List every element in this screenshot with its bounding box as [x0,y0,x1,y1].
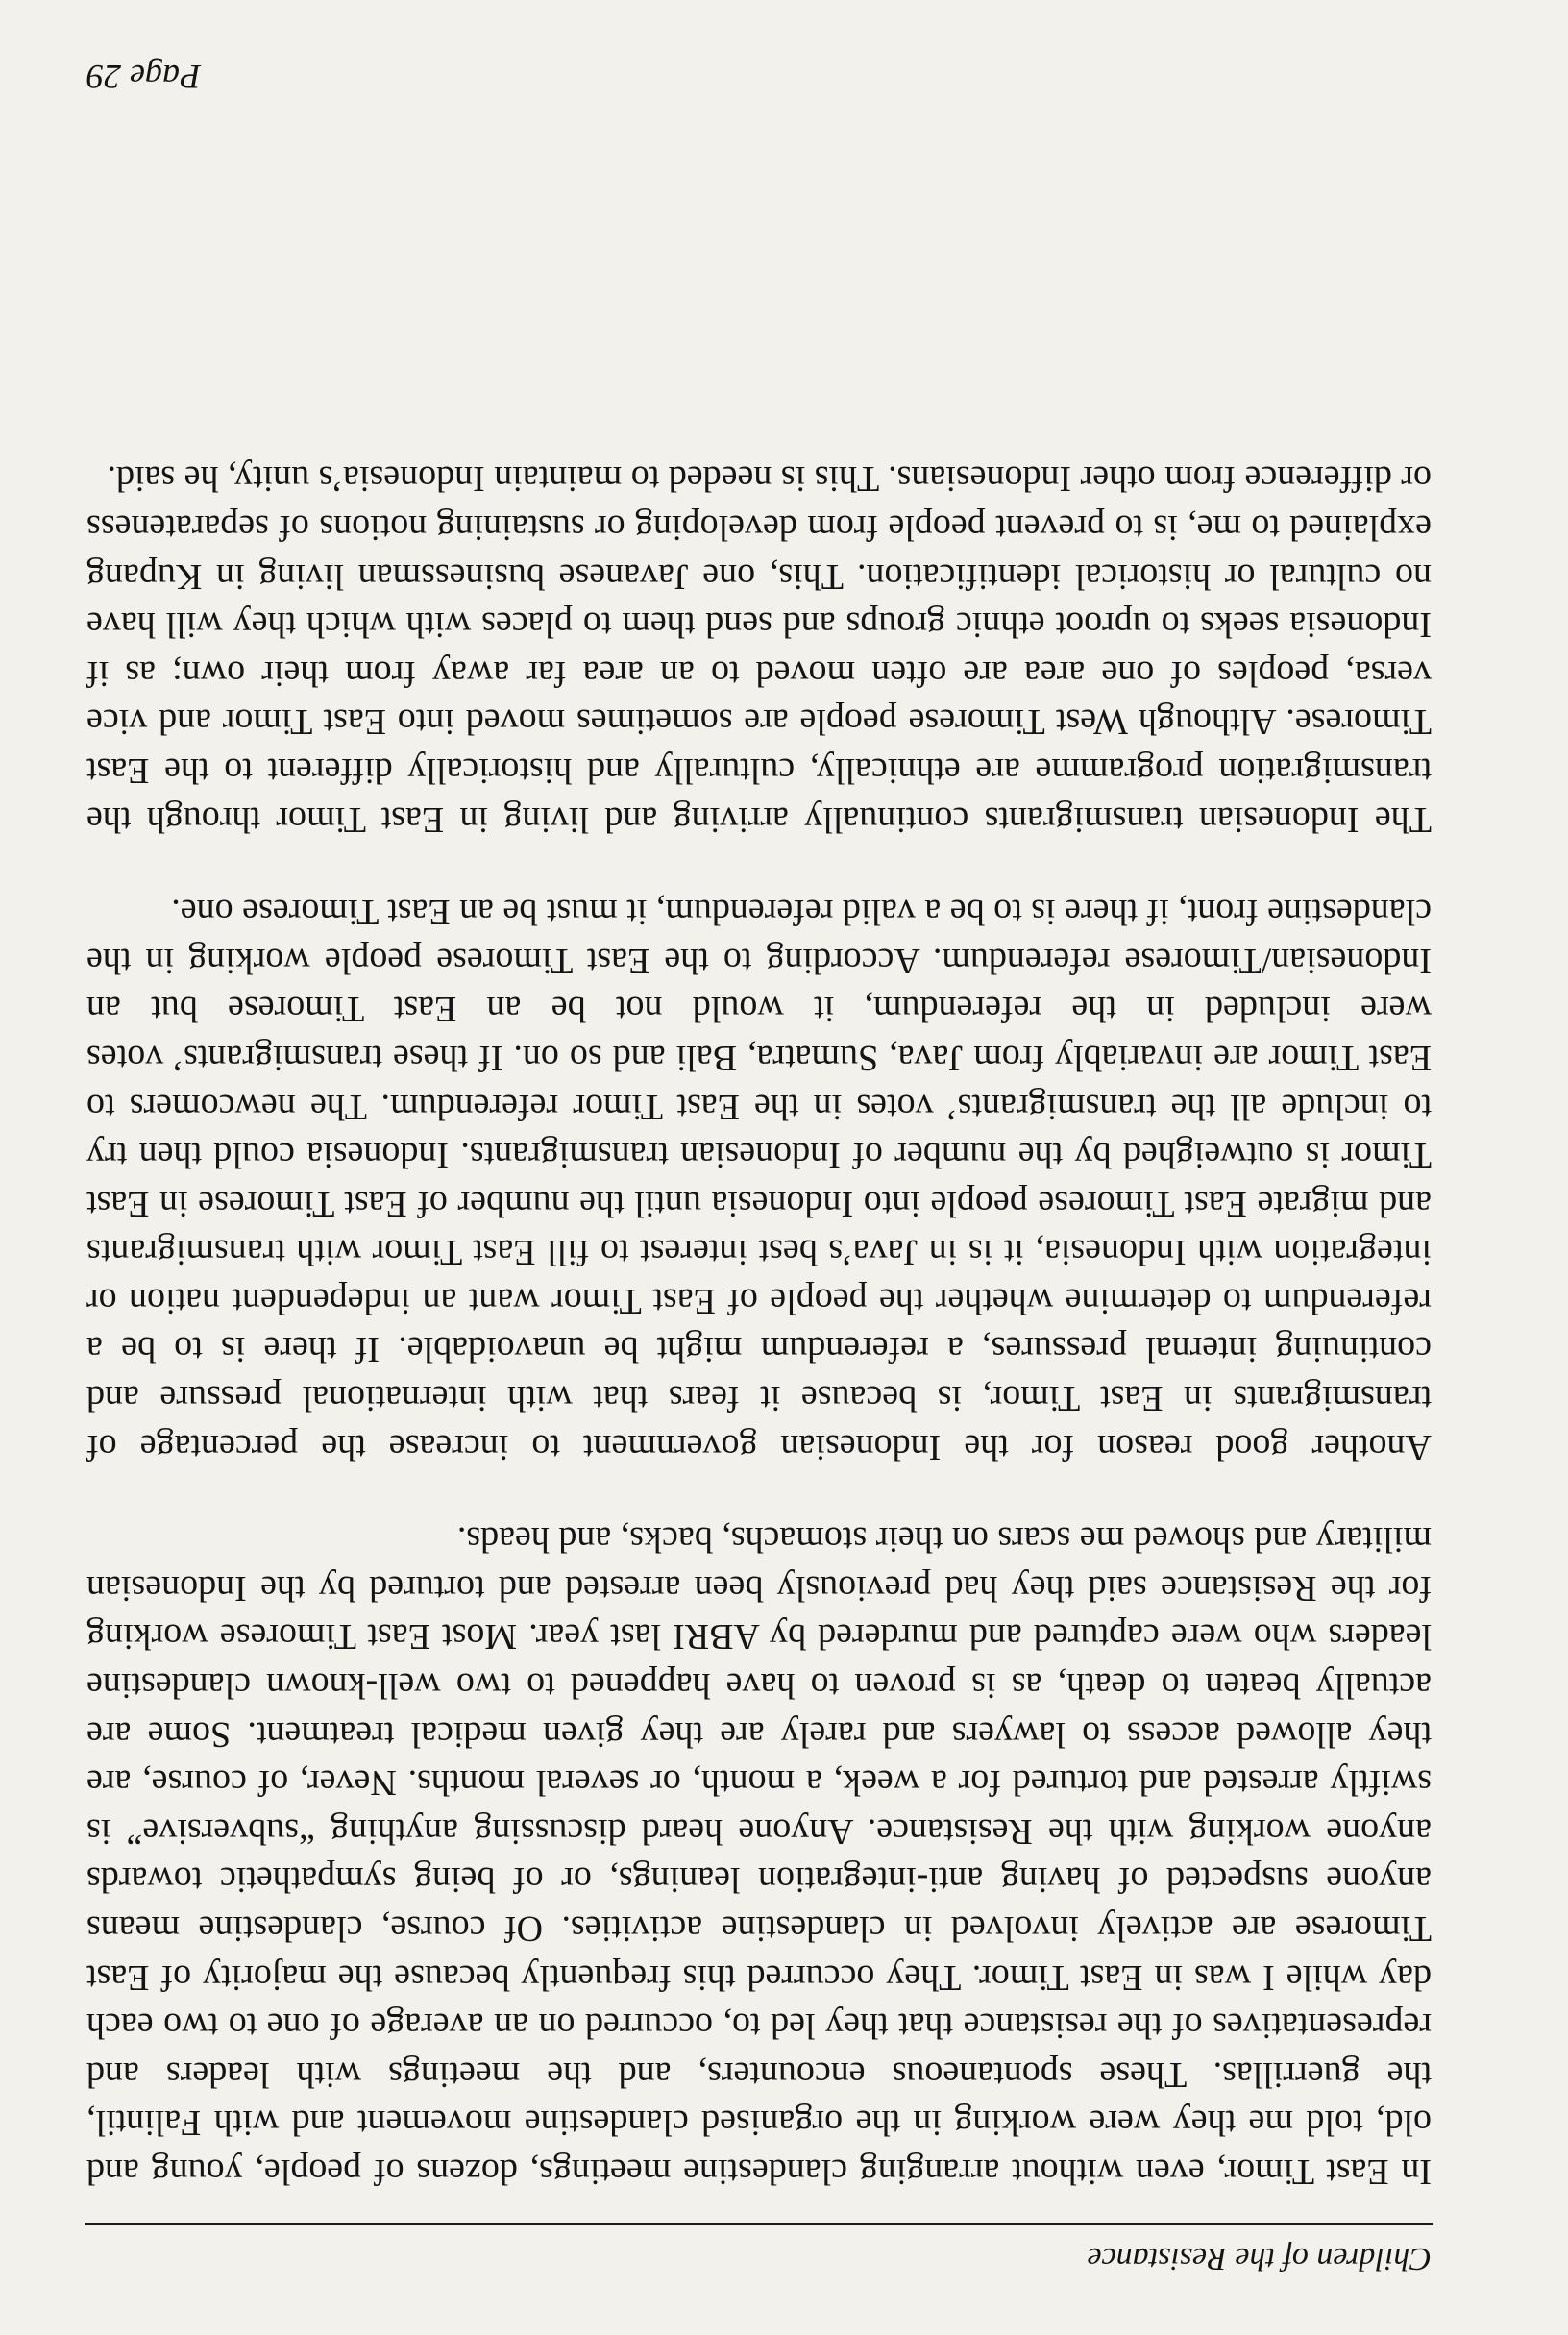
page-number: Page 29 [86,58,201,96]
paragraph-referendum: Another good reason for the Indonesian government to increase the percentage of transmigrants in East Timor, is because it fears that with international pressure and continuing internal pressures, a referendum might be unavoidable. If there is to be a referendum to determine whether the people of East Timor want an independent nation or integration with Indonesia, it is in Java’s best interest to fill East Timor with transmigrants and migrate East Timorese people into Indonesia until the number of East Timorese in East Timor is outweighed by the number of Indonesian transmigrants. Indonesia could then try to include all the transmigrants’ votes in the East Timor referendum. The newcomers to East Timor are invariably from Java, Sumatra, Bali and so on. If these transmigrants’ votes were included in the referendum, it would not be an East Timorese but an Indonesian/Timorese referendum. According to the East Timorese people working in the clandestine front, if there is to be a valid referendum, it must be an East Timorese one. [86,892,1432,1467]
running-header: Children of the Resistance [1087,2241,1432,2276]
header-rule [85,2223,1433,2225]
paragraph-clandestine-meetings: In East Timor, even without arranging clandestine meetings, dozens of people, young and old, told me they were working in the organised clandestine movement and with Falintil, the guerrillas. These spontaneous encounters, and the meetings with leaders and representatives of the resistance that they led to, occurred on an average of one to two each day while I was in East Timor. They occurred this frequently because the majority of East Timorese are actively involved in clandestine activities. Of course, clandestine means anyone suspected of having anti-integration leanings, or of being sympathetic towards anyone working with the Resistance. Anyone heard discussing anything “subversive” is swiftly arrested and tortured for a week, a month, or several months. Never, of course, are they allowed access to lawyers and rarely are they given medical treatment. Some are actually beaten to death, as is proven to have happened to two well-known clandestine leaders who were captured and murdered by ABRI last year. Most East Timorese working for the Resistance said they had previously been arrested and tortured by the Indonesian military and showed me scars on their stomachs, backs, and heads. [86,1519,1432,2192]
body-text [86,410,1432,2196]
paragraph-transmigration: The Indonesian transmigrants continually arriving and living in East Timor through the transmigration programme are ethnically, culturally and historically different to the East Timorese. Although West Timorese people are sometimes moved into East Timor and vice versa, peoples of one area are often moved to an area far away from their own; as if Indonesia seeks to uproot ethnic groups and send them to places with which they will have no cultural or historical identification. This, one Javanese businessman living in Kupang explained to me, is to prevent people from developing or sustaining notions of separateness or difference from other Indonesians. This is needed to maintain Indonesia’s unity, he said. [86,458,1432,840]
